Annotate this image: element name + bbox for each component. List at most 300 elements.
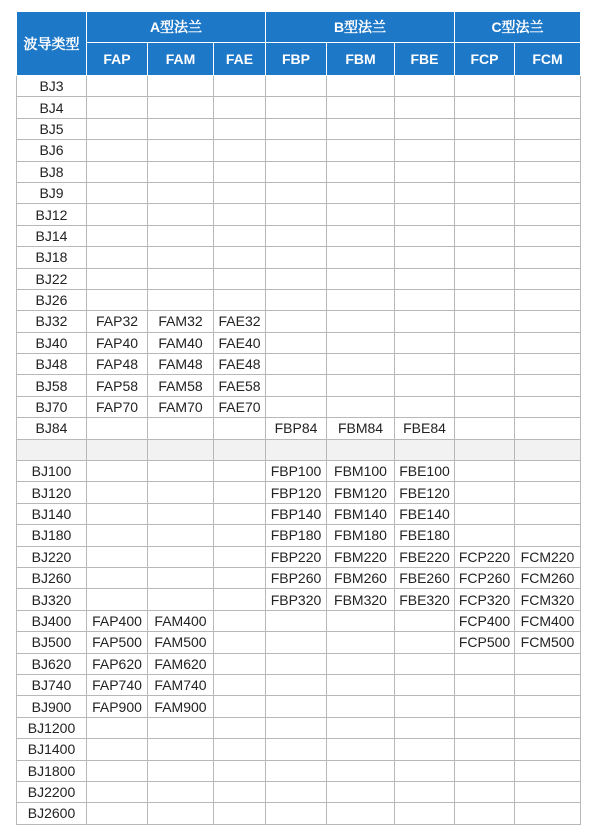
flange-cell bbox=[515, 161, 581, 182]
flange-cell bbox=[327, 268, 395, 289]
table-row bbox=[17, 781, 581, 802]
flange-cell bbox=[148, 268, 214, 289]
flange-cell bbox=[214, 674, 266, 695]
flange-cell bbox=[327, 803, 395, 824]
flange-cell bbox=[327, 118, 395, 139]
flange-cell bbox=[87, 204, 148, 225]
flange-cell bbox=[515, 739, 581, 760]
flange-cell bbox=[395, 439, 455, 460]
flange-cell bbox=[87, 461, 148, 482]
flange-cell: FCP500 bbox=[455, 632, 515, 653]
waveguide-type-cell: BJ14 bbox=[17, 225, 87, 246]
flange-cell: FCP400 bbox=[455, 610, 515, 631]
flange-cell: FCM400 bbox=[515, 610, 581, 631]
flange-cell bbox=[395, 118, 455, 139]
flange-cell: FAE48 bbox=[214, 354, 266, 375]
flange-cell bbox=[266, 396, 327, 417]
flange-cell: FBM180 bbox=[327, 525, 395, 546]
flange-cell bbox=[148, 161, 214, 182]
waveguide-type-cell: BJ140 bbox=[17, 503, 87, 524]
waveguide-type-cell: BJ32 bbox=[17, 311, 87, 332]
flange-cell bbox=[214, 268, 266, 289]
flange-cell bbox=[87, 781, 148, 802]
table-row bbox=[17, 525, 581, 546]
table-row bbox=[17, 247, 581, 268]
flange-cell bbox=[327, 739, 395, 760]
table-row bbox=[17, 97, 581, 118]
header-col-fcm: FCM bbox=[515, 43, 581, 76]
flange-cell bbox=[515, 76, 581, 97]
flange-cell bbox=[515, 525, 581, 546]
header-group-a: A型法兰 bbox=[87, 12, 266, 43]
flange-cell bbox=[515, 482, 581, 503]
flange-cell bbox=[327, 610, 395, 631]
flange-cell bbox=[455, 161, 515, 182]
flange-cell bbox=[214, 653, 266, 674]
flange-cell bbox=[455, 696, 515, 717]
flange-cell bbox=[266, 97, 327, 118]
flange-cell bbox=[515, 97, 581, 118]
flange-cell bbox=[395, 760, 455, 781]
flange-cell bbox=[395, 161, 455, 182]
flange-cell bbox=[87, 803, 148, 824]
flange-cell bbox=[87, 546, 148, 567]
flange-cell bbox=[455, 118, 515, 139]
waveguide-type-cell: BJ1800 bbox=[17, 760, 87, 781]
flange-cell bbox=[214, 182, 266, 203]
flange-cell bbox=[327, 182, 395, 203]
flange-cell bbox=[515, 439, 581, 460]
flange-cell: FAP740 bbox=[87, 674, 148, 695]
flange-cell: FBP120 bbox=[266, 482, 327, 503]
table-row bbox=[17, 546, 581, 567]
table-row bbox=[17, 140, 581, 161]
flange-cell bbox=[395, 610, 455, 631]
flange-cell bbox=[87, 268, 148, 289]
flange-cell: FAE58 bbox=[214, 375, 266, 396]
flange-cell bbox=[87, 161, 148, 182]
flange-cell bbox=[455, 739, 515, 760]
waveguide-type-cell: BJ58 bbox=[17, 375, 87, 396]
table-row bbox=[17, 503, 581, 524]
flange-cell bbox=[148, 247, 214, 268]
table-row bbox=[17, 803, 581, 824]
flange-cell bbox=[515, 332, 581, 353]
flange-cell bbox=[148, 289, 214, 310]
flange-cell bbox=[455, 332, 515, 353]
flange-cell bbox=[455, 311, 515, 332]
flange-cell: FAP48 bbox=[87, 354, 148, 375]
flange-cell bbox=[87, 525, 148, 546]
flange-cell bbox=[455, 182, 515, 203]
flange-cell bbox=[266, 161, 327, 182]
flange-cell bbox=[87, 247, 148, 268]
flange-cell bbox=[214, 546, 266, 567]
flange-cell: FBE140 bbox=[395, 503, 455, 524]
flange-cell bbox=[266, 632, 327, 653]
flange-cell bbox=[327, 760, 395, 781]
flange-cell bbox=[214, 632, 266, 653]
waveguide-type-cell: BJ26 bbox=[17, 289, 87, 310]
flange-cell: FBE260 bbox=[395, 567, 455, 588]
flange-cell bbox=[395, 289, 455, 310]
table-header bbox=[17, 12, 581, 76]
header-col-fam: FAM bbox=[148, 43, 214, 76]
waveguide-type-cell: BJ180 bbox=[17, 525, 87, 546]
flange-cell bbox=[266, 717, 327, 738]
flange-cell: FAM400 bbox=[148, 610, 214, 631]
flange-cell bbox=[87, 439, 148, 460]
header-group-c: C型法兰 bbox=[455, 12, 581, 43]
flange-cell bbox=[266, 182, 327, 203]
header-col-fbe: FBE bbox=[395, 43, 455, 76]
flange-cell bbox=[266, 760, 327, 781]
flange-cell: FAP400 bbox=[87, 610, 148, 631]
flange-cell bbox=[214, 161, 266, 182]
flange-cell bbox=[515, 461, 581, 482]
flange-cell bbox=[395, 396, 455, 417]
flange-cell bbox=[395, 225, 455, 246]
header-col-fbm: FBM bbox=[327, 43, 395, 76]
flange-cell bbox=[395, 354, 455, 375]
flange-cell bbox=[87, 225, 148, 246]
flange-cell bbox=[327, 332, 395, 353]
flange-cell: FAM32 bbox=[148, 311, 214, 332]
waveguide-type-cell: BJ3 bbox=[17, 76, 87, 97]
flange-cell bbox=[327, 696, 395, 717]
flange-cell bbox=[395, 653, 455, 674]
flange-cell: FAM58 bbox=[148, 375, 214, 396]
flange-cell bbox=[455, 268, 515, 289]
header-waveguide-type: 波导类型 bbox=[17, 12, 87, 76]
flange-cell bbox=[214, 781, 266, 802]
flange-cell bbox=[148, 140, 214, 161]
flange-cell bbox=[266, 674, 327, 695]
waveguide-type-cell: BJ18 bbox=[17, 247, 87, 268]
flange-cell: FAE40 bbox=[214, 332, 266, 353]
flange-cell bbox=[515, 289, 581, 310]
flange-cell bbox=[515, 140, 581, 161]
flange-cell bbox=[455, 803, 515, 824]
flange-cell bbox=[515, 247, 581, 268]
flange-cell: FBE180 bbox=[395, 525, 455, 546]
flange-cell bbox=[148, 118, 214, 139]
flange-cell bbox=[395, 739, 455, 760]
waveguide-type-cell: BJ220 bbox=[17, 546, 87, 567]
flange-cell bbox=[266, 204, 327, 225]
flange-cell bbox=[214, 439, 266, 460]
flange-cell bbox=[327, 204, 395, 225]
flange-cell bbox=[148, 204, 214, 225]
table-row bbox=[17, 632, 581, 653]
flange-cell bbox=[214, 525, 266, 546]
flange-cell bbox=[515, 354, 581, 375]
waveguide-type-cell: BJ84 bbox=[17, 418, 87, 439]
flange-cell bbox=[87, 503, 148, 524]
flange-cell bbox=[455, 525, 515, 546]
waveguide-type-cell: BJ40 bbox=[17, 332, 87, 353]
flange-cell bbox=[395, 803, 455, 824]
flange-cell bbox=[266, 739, 327, 760]
flange-cell bbox=[455, 439, 515, 460]
flange-cell bbox=[266, 803, 327, 824]
flange-cell bbox=[214, 225, 266, 246]
waveguide-type-cell: BJ2600 bbox=[17, 803, 87, 824]
flange-cell bbox=[214, 567, 266, 588]
header-col-fae: FAE bbox=[214, 43, 266, 76]
flange-cell: FCM500 bbox=[515, 632, 581, 653]
flange-cell bbox=[455, 418, 515, 439]
flange-cell bbox=[455, 396, 515, 417]
flange-cell bbox=[327, 161, 395, 182]
flange-cell: FAP32 bbox=[87, 311, 148, 332]
waveguide-type-cell: BJ400 bbox=[17, 610, 87, 631]
flange-cell bbox=[214, 97, 266, 118]
flange-cell bbox=[327, 247, 395, 268]
flange-cell bbox=[266, 332, 327, 353]
flange-cell bbox=[455, 781, 515, 802]
flange-cell bbox=[327, 375, 395, 396]
flange-cell bbox=[266, 439, 327, 460]
waveguide-type-cell: BJ1200 bbox=[17, 717, 87, 738]
flange-cell bbox=[148, 418, 214, 439]
flange-cell bbox=[327, 439, 395, 460]
flange-cell bbox=[266, 354, 327, 375]
flange-cell bbox=[148, 439, 214, 460]
flange-cell: FAM900 bbox=[148, 696, 214, 717]
flange-cell bbox=[327, 311, 395, 332]
table-row bbox=[17, 717, 581, 738]
header-col-fcp: FCP bbox=[455, 43, 515, 76]
flange-cell: FAM70 bbox=[148, 396, 214, 417]
flange-cell bbox=[327, 97, 395, 118]
flange-cell: FBE320 bbox=[395, 589, 455, 610]
flange-cell bbox=[148, 97, 214, 118]
waveguide-type-cell: BJ1400 bbox=[17, 739, 87, 760]
flange-cell: FAP900 bbox=[87, 696, 148, 717]
flange-cell bbox=[148, 717, 214, 738]
flange-cell: FAM740 bbox=[148, 674, 214, 695]
flange-cell: FBP220 bbox=[266, 546, 327, 567]
flange-cell bbox=[455, 653, 515, 674]
flange-cell bbox=[148, 482, 214, 503]
waveguide-type-cell: BJ70 bbox=[17, 396, 87, 417]
waveguide-type-cell: BJ9 bbox=[17, 182, 87, 203]
flange-cell bbox=[515, 803, 581, 824]
flange-cell bbox=[214, 739, 266, 760]
flange-cell bbox=[395, 332, 455, 353]
flange-cell bbox=[148, 760, 214, 781]
flange-cell bbox=[515, 674, 581, 695]
flange-cell bbox=[87, 760, 148, 781]
flange-cell bbox=[327, 396, 395, 417]
header-col-fbp: FBP bbox=[266, 43, 327, 76]
flange-cell bbox=[515, 418, 581, 439]
flange-cell bbox=[327, 289, 395, 310]
flange-cell: FBM220 bbox=[327, 546, 395, 567]
flange-cell: FCP220 bbox=[455, 546, 515, 567]
flange-cell bbox=[214, 247, 266, 268]
table-row bbox=[17, 204, 581, 225]
flange-cell bbox=[455, 482, 515, 503]
flange-cell bbox=[455, 760, 515, 781]
flange-cell bbox=[148, 525, 214, 546]
flange-cell bbox=[148, 567, 214, 588]
flange-cell: FCP320 bbox=[455, 589, 515, 610]
flange-cell: FCM260 bbox=[515, 567, 581, 588]
flange-cell bbox=[148, 803, 214, 824]
flange-cell bbox=[87, 118, 148, 139]
flange-cell bbox=[148, 781, 214, 802]
flange-cell bbox=[148, 503, 214, 524]
flange-cell bbox=[515, 396, 581, 417]
flange-cell bbox=[515, 760, 581, 781]
flange-cell bbox=[214, 803, 266, 824]
flange-cell bbox=[214, 760, 266, 781]
flange-cell bbox=[455, 97, 515, 118]
flange-cell: FBP180 bbox=[266, 525, 327, 546]
flange-cell: FBM84 bbox=[327, 418, 395, 439]
flange-cell bbox=[327, 674, 395, 695]
flange-cell bbox=[87, 482, 148, 503]
flange-cell bbox=[87, 418, 148, 439]
flange-cell bbox=[214, 204, 266, 225]
table-row bbox=[17, 589, 581, 610]
flange-cell bbox=[87, 289, 148, 310]
flange-cell: FBP140 bbox=[266, 503, 327, 524]
flange-cell bbox=[515, 375, 581, 396]
flange-cell: FCP260 bbox=[455, 567, 515, 588]
table-row bbox=[17, 396, 581, 417]
waveguide-type-cell: BJ22 bbox=[17, 268, 87, 289]
flange-cell bbox=[395, 632, 455, 653]
flange-cell bbox=[455, 354, 515, 375]
flange-cell bbox=[515, 717, 581, 738]
flange-cell bbox=[327, 717, 395, 738]
flange-cell: FAE70 bbox=[214, 396, 266, 417]
table-row bbox=[17, 653, 581, 674]
flange-cell bbox=[395, 311, 455, 332]
flange-cell bbox=[266, 781, 327, 802]
flange-cell bbox=[87, 739, 148, 760]
flange-cell bbox=[214, 461, 266, 482]
flange-table-container bbox=[16, 11, 581, 825]
flange-cell bbox=[395, 781, 455, 802]
waveguide-type-cell bbox=[17, 439, 87, 460]
flange-cell bbox=[214, 503, 266, 524]
flange-cell bbox=[327, 76, 395, 97]
flange-cell bbox=[214, 482, 266, 503]
flange-cell bbox=[214, 696, 266, 717]
flange-cell: FCM320 bbox=[515, 589, 581, 610]
waveguide-type-cell: BJ620 bbox=[17, 653, 87, 674]
table-row bbox=[17, 567, 581, 588]
flange-cell: FAP58 bbox=[87, 375, 148, 396]
flange-cell bbox=[515, 118, 581, 139]
waveguide-type-cell: BJ4 bbox=[17, 97, 87, 118]
waveguide-type-cell: BJ6 bbox=[17, 140, 87, 161]
flange-cell bbox=[266, 289, 327, 310]
flange-cell bbox=[214, 76, 266, 97]
table-row bbox=[17, 760, 581, 781]
flange-cell bbox=[327, 140, 395, 161]
flange-cell: FBE84 bbox=[395, 418, 455, 439]
flange-cell bbox=[214, 610, 266, 631]
flange-cell: FAP40 bbox=[87, 332, 148, 353]
header-col-fap: FAP bbox=[87, 43, 148, 76]
flange-cell bbox=[214, 140, 266, 161]
flange-cell bbox=[266, 140, 327, 161]
waveguide-type-cell: BJ8 bbox=[17, 161, 87, 182]
flange-cell bbox=[395, 674, 455, 695]
flange-cell bbox=[327, 653, 395, 674]
flange-cell bbox=[266, 225, 327, 246]
flange-cell bbox=[455, 247, 515, 268]
flange-cell: FBP260 bbox=[266, 567, 327, 588]
flange-cell: FBP320 bbox=[266, 589, 327, 610]
flange-cell bbox=[455, 461, 515, 482]
flange-cell bbox=[395, 268, 455, 289]
flange-cell bbox=[214, 418, 266, 439]
flange-cell bbox=[455, 76, 515, 97]
flange-cell: FBM120 bbox=[327, 482, 395, 503]
flange-cell bbox=[515, 781, 581, 802]
waveguide-type-cell: BJ100 bbox=[17, 461, 87, 482]
table-row bbox=[17, 225, 581, 246]
flange-cell bbox=[327, 632, 395, 653]
flange-cell bbox=[515, 503, 581, 524]
flange-cell bbox=[455, 717, 515, 738]
table-row bbox=[17, 332, 581, 353]
flange-cell: FAM500 bbox=[148, 632, 214, 653]
waveguide-type-cell: BJ740 bbox=[17, 674, 87, 695]
flange-cell bbox=[395, 140, 455, 161]
flange-cell bbox=[327, 354, 395, 375]
flange-cell: FBM260 bbox=[327, 567, 395, 588]
flange-cell bbox=[266, 268, 327, 289]
flange-cell bbox=[395, 696, 455, 717]
flange-cell bbox=[455, 225, 515, 246]
flange-cell bbox=[266, 247, 327, 268]
flange-cell bbox=[148, 546, 214, 567]
flange-cell bbox=[148, 589, 214, 610]
flange-cell bbox=[515, 204, 581, 225]
table-row bbox=[17, 482, 581, 503]
flange-cell bbox=[455, 204, 515, 225]
waveguide-type-cell: BJ320 bbox=[17, 589, 87, 610]
flange-cell bbox=[515, 311, 581, 332]
flange-cell bbox=[455, 289, 515, 310]
flange-cell bbox=[148, 225, 214, 246]
flange-cell: FBM320 bbox=[327, 589, 395, 610]
flange-cell bbox=[515, 182, 581, 203]
flange-cell bbox=[455, 503, 515, 524]
table-row bbox=[17, 739, 581, 760]
flange-cell: FAP500 bbox=[87, 632, 148, 653]
flange-cell: FBE220 bbox=[395, 546, 455, 567]
flange-cell bbox=[214, 717, 266, 738]
flange-cell bbox=[214, 589, 266, 610]
waveguide-type-cell: BJ900 bbox=[17, 696, 87, 717]
flange-cell bbox=[148, 739, 214, 760]
flange-cell bbox=[266, 76, 327, 97]
flange-cell bbox=[327, 781, 395, 802]
flange-cell bbox=[87, 717, 148, 738]
flange-cell: FAE32 bbox=[214, 311, 266, 332]
flange-cell bbox=[327, 225, 395, 246]
table-row bbox=[17, 311, 581, 332]
table-row-spacer bbox=[17, 439, 581, 460]
